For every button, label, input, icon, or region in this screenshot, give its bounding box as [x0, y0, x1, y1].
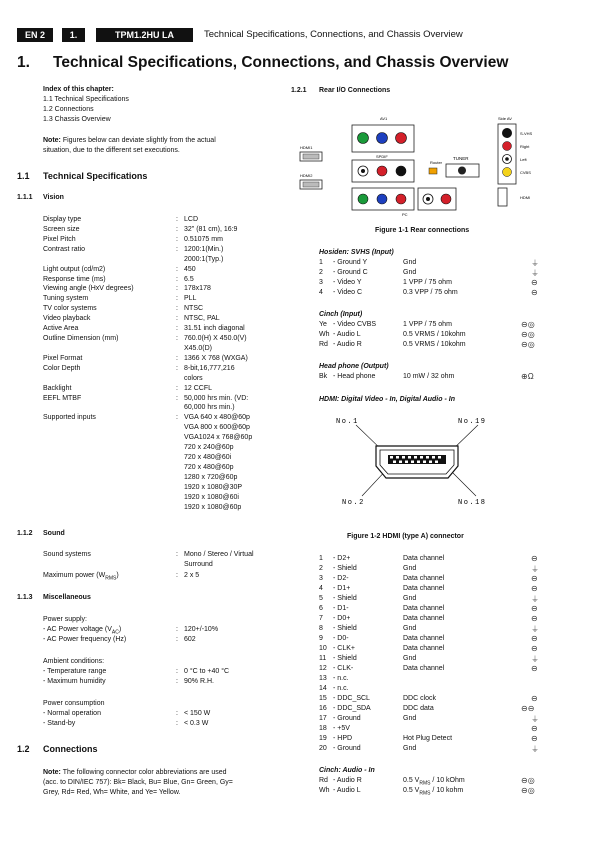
- spec-value: 1920 x 1080@60p: [184, 503, 242, 511]
- pin-type-icon: ⏚: [531, 565, 539, 574]
- pin-type-icon: ⊖: [531, 644, 538, 653]
- pin-name: - D1-: [333, 605, 349, 612]
- pin-type-icon: ⊕Ω: [521, 372, 534, 381]
- pin-type-icon: ⊖: [531, 278, 538, 287]
- pin-type-icon: ⏚: [531, 625, 539, 634]
- note-figures: Note: Figures below can deviate slightly from the actual: [43, 137, 216, 144]
- pin-name: - D1+: [333, 585, 351, 592]
- spec-label: Screen size: [43, 225, 80, 233]
- pc-red-jack: [396, 194, 406, 204]
- pin-number: 2: [319, 269, 323, 276]
- svhs-label: S-VHS: [520, 131, 533, 136]
- cinch-audio-title: Cinch: Audio - In: [319, 767, 375, 774]
- spec-value: 1200:1(Min.): [184, 245, 224, 253]
- pin-type-icon: ⏚: [531, 745, 539, 754]
- cinch-input-title: Cinch (Input): [319, 311, 363, 318]
- spec-value: 1366 X 768 (WXGA): [184, 354, 248, 362]
- pin-number: 16: [319, 705, 327, 712]
- spec-value: 760.0(H) X 450.0(V): [184, 335, 247, 343]
- pin-value: 1 VPP / 75 ohm: [403, 279, 452, 286]
- pin-type-icon: ⊖: [531, 694, 538, 703]
- left-label: Left: [520, 157, 527, 162]
- pin-value: Data channel: [403, 615, 445, 622]
- pin-type-icon: ⊖: [531, 288, 538, 297]
- colon: :: [176, 285, 178, 293]
- header-tag-en: EN 2: [17, 28, 53, 42]
- colon: :: [176, 668, 178, 675]
- standby-label: - Stand-by: [43, 720, 76, 727]
- pin-name: - Ground: [333, 745, 361, 752]
- colon: :: [176, 572, 178, 579]
- av1-blue-jack: [377, 133, 388, 144]
- normal-operation-label: - Normal operation: [43, 710, 101, 717]
- sound-systems-value: Mono / Stereo / Virtual: [184, 551, 254, 558]
- spec-value: 450: [184, 265, 196, 273]
- chapter-title: 1. Technical Specifications, Connections, and Chassis Overview: [17, 54, 509, 71]
- hdmi-no18-label: No.18: [458, 499, 487, 507]
- pin-value: Data channel: [403, 645, 445, 652]
- svhs-jack: [502, 128, 512, 138]
- index-heading: Index of this chapter:: [43, 86, 114, 93]
- av1-label: AV1: [380, 116, 388, 121]
- spec-value: 60,000 hrs min.): [184, 404, 235, 412]
- standby-value: < 0.3 W: [184, 720, 209, 727]
- spec-value: VGA 640 x 480@60p: [184, 414, 250, 422]
- pin-number: 13: [319, 675, 327, 682]
- pin-name: - HPD: [333, 735, 353, 742]
- colon: :: [176, 295, 178, 303]
- pin-type-icon: ⏚: [531, 259, 539, 268]
- note-colors-line3: Grey, Rd= Red, Wh= White, and Ye= Yellow.: [43, 789, 181, 796]
- pin-value: 10 mW / 32 ohm: [403, 373, 455, 380]
- pin-name: - Ground C: [333, 269, 368, 276]
- pin-name: - Shield: [333, 565, 357, 572]
- pin-name: - D0+: [333, 615, 351, 622]
- hdmi1-port: [300, 145, 322, 161]
- header-title: Technical Specifications, Connections, and Chassis Overview: [204, 29, 463, 40]
- pin-value: Data channel: [403, 635, 445, 642]
- pin-type-icon: ⊖: [531, 634, 538, 643]
- spec-value: VGA 800 x 600@60p: [184, 424, 250, 432]
- tuner-jack: [458, 167, 466, 175]
- pin-value: Data channel: [403, 605, 445, 612]
- humidity-value: 90% R.H.: [184, 678, 214, 685]
- temperature-label: - Temperature range: [43, 668, 107, 675]
- colon: :: [176, 275, 178, 283]
- section-1-1-title: 1.1 Technical Specifications: [17, 171, 148, 181]
- pin-name: - Audio R: [333, 777, 362, 784]
- pin-type-icon: ⊖⊖: [521, 704, 535, 713]
- pin-name: - Audio L: [333, 787, 361, 794]
- colon: :: [176, 364, 178, 372]
- index-item: 1.2 Connections: [43, 106, 94, 113]
- pin-name: - D0-: [333, 635, 349, 642]
- hdmi-connector-figure: [318, 412, 528, 512]
- pin-number: 17: [319, 715, 327, 722]
- pin-value: 0.5 VRMS / 10kohm: [403, 341, 466, 348]
- note-figures-line2: situation, due to the different set executions.: [43, 147, 180, 154]
- pin-number: 1: [319, 259, 323, 266]
- colon: :: [176, 335, 178, 343]
- pin-number: 11: [319, 655, 327, 662]
- spec-value: 1920 x 1080@30P: [184, 483, 243, 491]
- pin-value: Gnd: [403, 259, 417, 266]
- tuner-label: TUNER: [453, 156, 469, 161]
- normal-operation-value: < 150 W: [184, 710, 211, 717]
- pin-type-icon: ⏚: [531, 715, 539, 724]
- colon: :: [176, 394, 178, 402]
- pin-value: 1 VPP / 75 ohm: [403, 321, 452, 328]
- pin-name: - DDC_SCL: [333, 695, 370, 702]
- colon: :: [176, 265, 178, 273]
- pin-type-icon: ⊖◎: [521, 786, 535, 795]
- colon: :: [176, 551, 178, 558]
- humidity-label: - Maximum humidity: [43, 678, 106, 685]
- av1-red-jack: [396, 133, 407, 144]
- colon: :: [176, 636, 178, 643]
- pin-number: 10: [319, 645, 327, 652]
- sound-systems-label: Sound systems: [43, 551, 91, 558]
- spec-value: 1280 x 720@60p: [184, 473, 238, 481]
- spec-value: NTSC: [184, 305, 204, 313]
- pin-value: 0.5 $V_{RMS} / 10$ kOhm: [403, 777, 465, 787]
- ac-frequency-value: 602: [184, 636, 196, 643]
- pin-type-icon: ⊖: [531, 614, 538, 623]
- pin-name: - Shield: [333, 655, 357, 662]
- spec-value: 1920 x 1080@60i: [184, 493, 239, 501]
- spec-value: 2000:1(Typ.): [184, 255, 224, 263]
- spec-label: Contrast ratio: [43, 245, 86, 253]
- spec-value: LCD: [184, 216, 199, 223]
- pin-name: - Head phone: [333, 373, 376, 380]
- spec-value: 8-bit,16,777,216: [184, 364, 235, 372]
- spec-value: colors: [184, 374, 203, 382]
- spec-label: Color Depth: [43, 364, 81, 372]
- spec-value: 0.51075 mm: [184, 235, 223, 243]
- pin-value: Hot Plug Detect: [403, 735, 453, 742]
- spec-value: VGA1024 x 768@60p: [184, 434, 253, 442]
- pin-value: Gnd: [403, 595, 417, 602]
- ac-frequency-label: - AC Power frequency (Hz): [43, 636, 127, 643]
- pin-number: 8: [319, 625, 323, 632]
- pin-number: Rd: [319, 777, 328, 784]
- pin-name: - CLK+: [333, 645, 355, 652]
- pin-name: - +5V: [333, 725, 350, 732]
- pin-type-icon: ⊖◎: [521, 330, 535, 339]
- colon: :: [176, 720, 178, 727]
- pin-name: - n.c.: [333, 675, 349, 682]
- colon: :: [176, 414, 178, 422]
- sound-systems-value-cont: Surround: [184, 561, 213, 568]
- spec-value: 32" (81 cm), 16:9: [184, 225, 238, 233]
- pin-type-icon: ⊖◎: [521, 320, 535, 329]
- pin-name: - D2-: [333, 575, 349, 582]
- max-power-label: Maximum power $(W_{RMS})$: [43, 572, 119, 582]
- pin-number: 4: [319, 289, 323, 296]
- pin-number: 9: [319, 635, 323, 642]
- pin-value: Data channel: [403, 665, 445, 672]
- pin-type-icon: ⊖: [531, 604, 538, 613]
- pin-name: - CLK-: [333, 665, 354, 672]
- av1-green-jack: [358, 133, 369, 144]
- pin-type-icon: ⊖: [531, 554, 538, 563]
- colon: :: [176, 384, 178, 392]
- pin-name: - Shield: [333, 595, 357, 602]
- hdmi-no19-label: No.19: [458, 418, 487, 426]
- section-1-2-1-title: 1.2.1 Rear I/O Connections: [291, 87, 391, 94]
- right-label: Right: [520, 144, 530, 149]
- pin-value: Gnd: [403, 565, 417, 572]
- pin-value: Gnd: [403, 715, 417, 722]
- note-colors: Note: The following connector color abbreviations are used: [43, 769, 227, 776]
- figure-1-1-caption: Figure 1-1 Rear connections: [375, 227, 470, 234]
- pin-number: 6: [319, 605, 323, 612]
- pin-value: Data channel: [403, 555, 445, 562]
- pin-number: Wh: [319, 331, 330, 338]
- audio-red-jack: [377, 166, 387, 176]
- section-1-1-1-title: 1.1.1 Vision: [17, 194, 64, 201]
- spec-value: 6.5: [184, 275, 194, 283]
- spec-value: 720 x 240@60p: [184, 444, 234, 452]
- spec-value: 12 CCFL: [184, 384, 213, 392]
- pin-number: 20: [319, 745, 327, 752]
- side-av-label: Side AV: [498, 116, 512, 121]
- section-1-1-3-title: 1.1.3 Miscellaneous: [17, 594, 91, 601]
- spec-value: 50,000 hrs min. (VD:: [184, 394, 249, 402]
- note-colors-line2: (acc. to DIN/IEC 757): Bk= Black, Bu= Blue, Gn= Green, Gy=: [43, 779, 233, 786]
- pin-type-icon: ⊖: [531, 734, 538, 743]
- spec-value: PLL: [184, 295, 197, 303]
- header-tag-chapter: 1.: [62, 28, 85, 42]
- colon: :: [176, 216, 178, 223]
- cvbs-label: CVBS: [520, 170, 531, 175]
- spec-label: Outline Dimension (mm): [43, 335, 119, 343]
- pin-value: Gnd: [403, 745, 417, 752]
- router-port: [429, 168, 437, 174]
- pin-value: 0.5 $V_{RMS} / 10$ kohm: [403, 787, 464, 797]
- pin-name: - DDC_SDA: [333, 705, 371, 712]
- spec-label: Viewing angle (HxV degrees): [43, 285, 134, 293]
- max-power-value: 2 x 5: [184, 572, 200, 579]
- pin-name: - Video CVBS: [333, 321, 377, 328]
- spdif-label: SPDIF: [376, 154, 388, 159]
- side-hdmi-port: [498, 188, 507, 206]
- pc-blue-jack: [377, 194, 387, 204]
- hdmi-title: HDMI: Digital Video - In, Digital Audio - In: [319, 396, 455, 403]
- hdmi2-label: HDMI2: [300, 173, 313, 178]
- figure-1-2-caption: Figure 1-2 HDMI (type A) connector: [347, 533, 464, 540]
- pin-value: Gnd: [403, 269, 417, 276]
- colon: :: [176, 325, 178, 333]
- colon: :: [176, 235, 178, 243]
- svhs-title: Hosiden: SVHS (Input): [319, 249, 394, 256]
- pin-type-icon: ⊖: [531, 584, 538, 593]
- spec-label: Pixel Format: [43, 354, 83, 362]
- pin-name: - n.c.: [333, 685, 349, 692]
- pc-green-jack: [358, 194, 368, 204]
- headphone-title: Head phone (Output): [319, 363, 389, 370]
- spec-label: Light output (cd/m2): [43, 265, 106, 273]
- hdmi-no1-label: No.1: [336, 418, 359, 426]
- spec-label: TV color systems: [43, 305, 97, 313]
- pin-value: DDC clock: [403, 695, 437, 702]
- pin-type-icon: ⏚: [531, 655, 539, 664]
- pin-type-icon: ⊖◎: [521, 340, 535, 349]
- pin-name: - Video C: [333, 289, 363, 296]
- spec-label: Tuning system: [43, 295, 89, 303]
- spec-value: 178x178: [184, 285, 211, 293]
- power-supply-heading: Power supply:: [43, 616, 87, 623]
- spec-label: Pixel Pitch: [43, 235, 76, 243]
- colon: :: [176, 710, 178, 717]
- pin-name: - Ground Y: [333, 259, 368, 266]
- pin-name: - Shield: [333, 625, 357, 632]
- pin-name: - Audio L: [333, 331, 361, 338]
- pin-type-icon: ⊖: [531, 664, 538, 673]
- hdmi2-port: [300, 173, 322, 189]
- pin-name: - Ground: [333, 715, 361, 722]
- side-right-jack: [503, 142, 512, 151]
- pin-number: 19: [319, 735, 327, 742]
- colon: :: [176, 315, 178, 323]
- colon: :: [176, 678, 178, 685]
- index-item: 1.1 Technical Specifications: [43, 96, 129, 103]
- pin-number: Ye: [319, 321, 327, 328]
- side-hdmi-label: HDMI: [520, 195, 531, 200]
- colon: :: [176, 626, 178, 633]
- spec-value: X45.0(D): [184, 344, 213, 352]
- spec-value: NTSC, PAL: [184, 315, 220, 323]
- pin-name: - Audio R: [333, 341, 362, 348]
- header-model: TPM1.2HU LA: [96, 28, 193, 42]
- section-1-2-title: 1.2 Connections: [17, 744, 98, 754]
- colon: :: [176, 305, 178, 313]
- pin-number: 18: [319, 725, 327, 732]
- colon: :: [176, 225, 178, 233]
- audio-black-jack: [396, 166, 406, 176]
- pin-value: 0.3 VPP / 75 ohm: [403, 289, 458, 296]
- pin-value: 0.5 VRMS / 10kohm: [403, 331, 466, 338]
- rear-connections-figure: [296, 108, 536, 220]
- pin-number: Wh: [319, 787, 330, 794]
- index-item: 1.3 Chassis Overview: [43, 116, 111, 123]
- spec-value: 31.51 inch diagonal: [184, 325, 245, 333]
- temperature-value: 0 °C to +40 °C: [184, 668, 230, 675]
- section-1-1-2-title: 1.1.2 Sound: [17, 530, 65, 537]
- pc-red-audio-jack: [441, 194, 451, 204]
- pin-number: 12: [319, 665, 327, 672]
- pin-value: Gnd: [403, 625, 417, 632]
- pin-type-icon: ⊖: [531, 574, 538, 583]
- pin-value: Data channel: [403, 575, 445, 582]
- consumption-heading: Power consumption: [43, 700, 105, 707]
- spec-label: Video playback: [43, 315, 91, 323]
- colon: :: [176, 245, 178, 253]
- spec-label: Supported inputs: [43, 414, 96, 422]
- pin-type-icon: ⏚: [531, 269, 539, 278]
- pin-type-icon: ⏚: [531, 595, 539, 604]
- pin-number: 7: [319, 615, 323, 622]
- pin-value: Data channel: [403, 585, 445, 592]
- spec-label: Active Area: [43, 325, 79, 333]
- side-cvbs-jack: [503, 168, 512, 177]
- ac-voltage-value: 120+/-10%: [184, 626, 219, 633]
- spec-label: Response time (ms): [43, 275, 106, 283]
- ambient-heading: Ambient conditions:: [43, 658, 105, 665]
- pin-name: - D2+: [333, 555, 351, 562]
- spec-label: Backlight: [43, 384, 72, 392]
- spec-value: 720 x 480@60i: [184, 454, 232, 462]
- pin-number: 14: [319, 685, 327, 692]
- ac-voltage-label: - AC Power voltage $(V_{AC})$: [43, 626, 122, 636]
- pin-type-icon: ⊖: [531, 724, 538, 733]
- colon: :: [176, 354, 178, 362]
- pin-name: - Video Y: [333, 279, 362, 286]
- spec-label: EEFL MTBF: [43, 394, 82, 402]
- pin-type-icon: ⊖◎: [521, 776, 535, 785]
- pin-value: Gnd: [403, 655, 417, 662]
- spec-value: 720 x 480@60p: [184, 464, 234, 471]
- pin-number: 1: [319, 555, 323, 562]
- router-label: Router: [430, 160, 443, 165]
- pin-value: DDC data: [403, 705, 434, 712]
- pin-number: 2: [319, 565, 323, 572]
- pc-label: PC: [402, 212, 408, 217]
- pin-number: 3: [319, 279, 323, 286]
- pin-number: 5: [319, 595, 323, 602]
- pin-number: 4: [319, 585, 323, 592]
- hdmi1-label: HDMI1: [300, 145, 313, 150]
- pin-number: Rd: [319, 341, 328, 348]
- spec-label: Display type: [43, 216, 82, 223]
- pin-number: Bk: [319, 373, 328, 380]
- hdmi-no2-label: No.2: [342, 499, 365, 507]
- pin-number: 3: [319, 575, 323, 582]
- pin-number: 15: [319, 695, 327, 702]
